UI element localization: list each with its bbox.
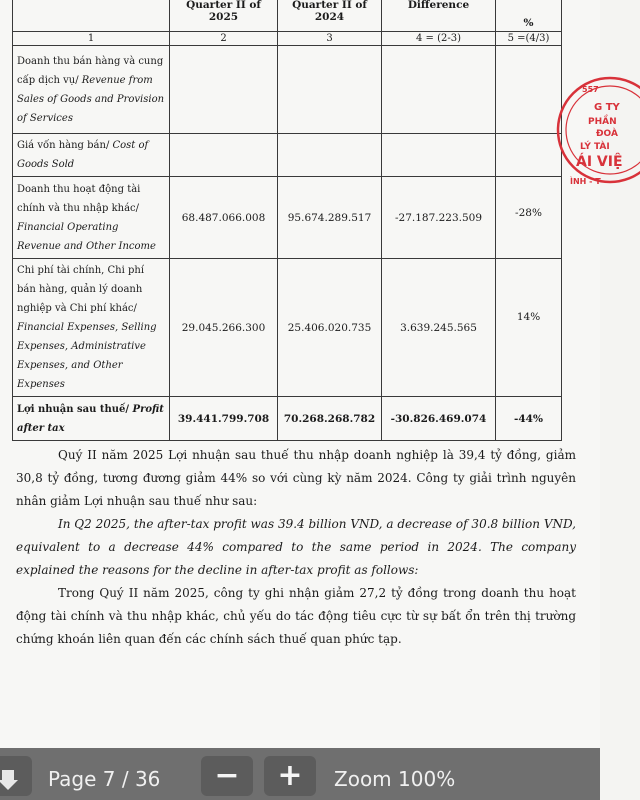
paragraph-text: Trong Quý II năm 2025, công ty ghi nhận giảm 27,2 tỷ đồng trong doanh thu hoạt động tài chính và thu nhập khác, chủ yếu do tác động tiêu cực từ sự bất ổn trên thị trường chứng khoán liên quan đến các chính sách thuế quan phức tạp.	[16, 586, 576, 646]
financial-table	[12, 0, 562, 441]
paragraph-en-summary	[16, 513, 576, 582]
header-pct: %	[523, 17, 534, 29]
diff-cell: -27.187.223.509	[382, 177, 496, 259]
pct-cell	[496, 46, 562, 134]
diff-cell: -30.826.469.074	[382, 397, 496, 441]
table-header-row	[13, 0, 562, 32]
header-cell: Quarter II of 2025	[170, 0, 278, 32]
diff-cell: 3.639.245.565	[382, 259, 496, 397]
stamp-text: 557	[582, 85, 599, 94]
row-label: Lợi nhuận sau thuế/ Profit after tax	[13, 397, 170, 441]
diff-cell	[382, 46, 496, 134]
paragraph-vi-reason	[16, 582, 576, 651]
q2025-cell	[170, 46, 278, 134]
column-number-row	[13, 32, 562, 46]
q2025-cell: 39.441.799.708	[170, 397, 278, 441]
zoom-indicator: Zoom 100%	[334, 767, 456, 791]
diff-cell	[382, 134, 496, 177]
zoom-in-button[interactable]	[264, 756, 316, 796]
table-row	[13, 177, 562, 259]
plus-icon: +	[277, 758, 303, 793]
row-label: Doanh thu hoạt động tài chính và thu nhập khác/ Financial Operating Revenue and Other Income	[13, 177, 170, 259]
table-row	[13, 46, 562, 134]
header-cell: Difference	[382, 0, 496, 32]
paragraph-vi-summary	[16, 444, 576, 513]
q2024-cell: 95.674.289.517	[278, 177, 382, 259]
table-row	[13, 259, 562, 397]
row-label: Doanh thu bán hàng và cung cấp dịch vụ/ Revenue from Sales of Goods and Provision of Services	[13, 46, 170, 134]
stamp-text: PHẦN	[588, 117, 617, 127]
header-cell: Quarter II of 2024	[278, 0, 382, 32]
pct-cell: -28%	[496, 177, 562, 259]
company-stamp	[560, 70, 640, 190]
header-cell	[496, 0, 562, 32]
minus-icon: −	[214, 758, 240, 793]
colnum-cell: 1	[13, 32, 170, 46]
pct-cell	[496, 134, 562, 177]
stamp-text: ÌNH - T	[570, 177, 601, 186]
colnum-cell: 4 = (2-3)	[382, 32, 496, 46]
colnum-cell: 3	[278, 32, 382, 46]
pdf-viewer-toolbar	[0, 748, 600, 800]
header-cell	[13, 0, 170, 32]
q2025-cell: 29.045.266.300	[170, 259, 278, 397]
paragraph-text: In Q2 2025, the after-tax profit was 39.4 billion VND, a decrease of 30.8 billion VND, equivalent to a decrease 44% compared to the same period in 2024. The company explained the reasons for the decline in after-tax profit as follows:	[16, 517, 576, 577]
q2024-cell	[278, 46, 382, 134]
q2025-cell: 68.487.066.008	[170, 177, 278, 259]
table-row-profit	[13, 397, 562, 441]
sidebar-toggle-button[interactable]	[0, 756, 32, 796]
pct-cell: 14%	[496, 259, 562, 397]
colnum-cell: 5 =(4/3)	[496, 32, 562, 46]
table-row	[13, 134, 562, 177]
download-icon	[0, 756, 26, 796]
row-label: Giá vốn hàng bán/ Cost of Goods Sold	[13, 134, 170, 177]
paragraph-text: Quý II năm 2025 Lợi nhuận sau thuế thu nhập doanh nghiệp là 39,4 tỷ đồng, giảm 30,8 tỷ đồng, tương đương giảm 44% so với cùng kỳ năm 2024. Công ty giải trình nguyên nhân giảm Lợi nhuận sau thuế như sau:	[16, 448, 576, 508]
pct-cell: -44%	[496, 397, 562, 441]
stamp-text: ĐOÀ	[596, 129, 618, 139]
zoom-out-button[interactable]	[201, 756, 253, 796]
colnum-cell: 2	[170, 32, 278, 46]
stamp-text: G TY	[594, 102, 620, 113]
q2024-cell	[278, 134, 382, 177]
q2024-cell: 70.268.268.782	[278, 397, 382, 441]
page-indicator: Page 7 / 36	[48, 767, 161, 791]
q2024-cell: 25.406.020.735	[278, 259, 382, 397]
q2025-cell	[170, 134, 278, 177]
row-label: Chi phí tài chính, Chi phí bán hàng, quản lý doanh nghiệp và Chi phí khác/ Financial Expenses, Selling Expenses, Administrative Expenses, and Other Expenses	[13, 259, 170, 397]
stamp-text: LÝ TÀI	[580, 142, 610, 152]
stamp-text: ÁI VIỆ	[576, 154, 623, 170]
